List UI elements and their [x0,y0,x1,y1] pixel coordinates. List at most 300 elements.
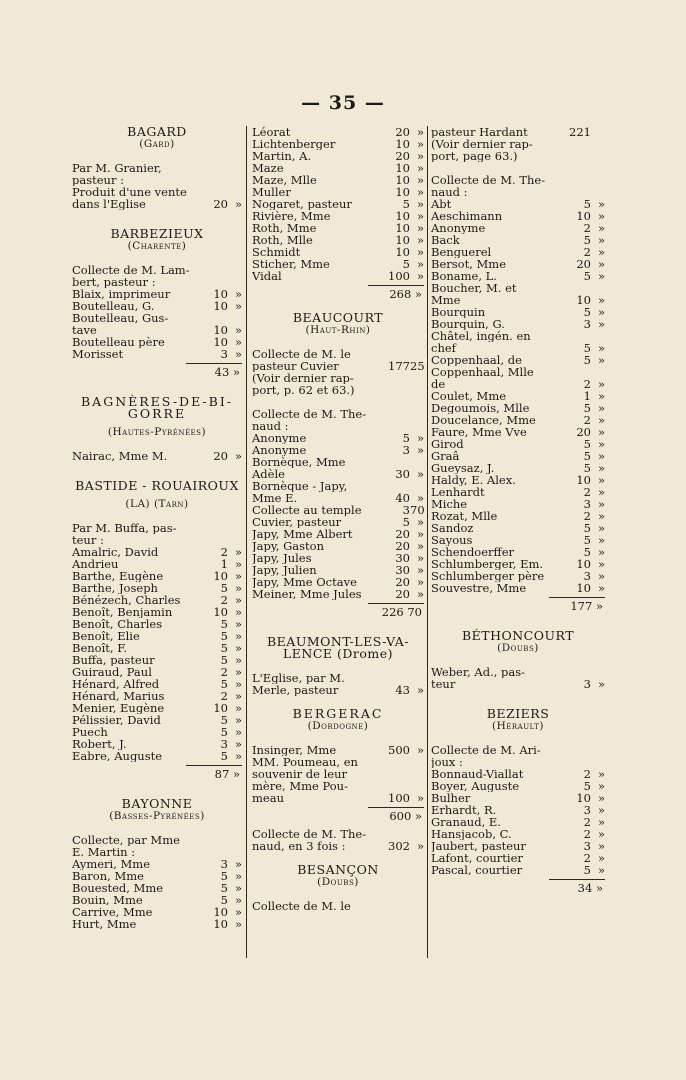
entry-mark: » [597,389,605,403]
ledger-line [252,372,424,384]
ledger-line [431,270,605,282]
ledger-line [72,630,242,642]
entry-name: Hurt, Mme [72,918,137,930]
entry-name: pasteur Cuvier [252,360,339,372]
entry-name: Anonyme [252,432,307,444]
entry-name: Collecte de M. Lam- [72,264,190,276]
entry-mark: » [416,269,424,283]
entry-mark: » [597,791,605,805]
entry-mark: » [416,587,424,601]
entry-mark: » [597,449,605,463]
entry-amount: 20 [395,587,410,601]
entry-name: Benguerel [431,246,492,258]
ledger-line [72,870,242,882]
entry-name: Cuvier, pasteur [252,516,342,528]
ledger-line [72,750,242,762]
entry-mark: » [234,593,242,607]
entry-name: Carrive, Mme [72,906,153,918]
entry-name: Bouested, Mme [72,882,164,894]
entry-amount: 2 [220,593,228,607]
ledger-line [431,330,605,342]
entry-mark: » [416,575,424,589]
entry-name: Sticher, Mme [252,258,330,270]
entry-mark: » [416,257,424,271]
ledger-line [252,246,424,258]
entry-name: Bonnaud-Viallat [431,768,524,780]
entry-mark: » [597,779,605,793]
entry-name: Bornèque, Mme [252,456,346,468]
column-divider [246,126,247,958]
entry-amount: 5 [220,749,228,763]
entry-amount: 2 [220,545,228,559]
entry-amount: 1 [583,389,591,403]
entry-mark: » [234,689,242,703]
entry-name: Andrieu [72,558,119,570]
entry-name: Erhardt, R. [431,804,497,816]
entry-name: joux : [431,756,463,768]
ledger-line [431,534,605,546]
entry-mark: » [597,533,605,547]
entry-name: naud, en 3 fois : [252,840,346,852]
entry-name: Baron, Mme [72,870,144,882]
entry-mark: » [597,677,605,691]
section-title: BEAUCOURT [292,310,384,325]
entry-name: Sandoz [431,522,474,534]
entry-mark: » [234,323,242,337]
entry-name: Bourquin, G. [431,318,505,330]
entry-name: naud : [431,186,468,198]
entry-amount: 20 [395,527,410,541]
entry-amount: 3 [583,803,591,817]
entry-amount: 10 [576,209,591,223]
entry-name: Anonyme [252,444,307,456]
entry-name: Maze [252,162,284,174]
entry-mark: » [416,467,424,481]
entry-mark: » [597,461,605,475]
entry-mark: » [597,497,605,511]
entry-amount: 10 [213,323,228,337]
ledger-line [431,342,605,354]
ledger-line [72,198,242,210]
entry-mark: » [234,905,242,919]
entry-amount: 20 [213,197,228,211]
ledger-line [431,438,605,450]
entry-amount: 20 [395,575,410,589]
entry-name: Vidal [252,270,282,282]
ledger-line [431,378,605,390]
entry-mark: » [416,245,424,259]
entry-mark: » [234,641,242,655]
entry-amount: 20 [576,257,591,271]
ledger-line [72,858,242,870]
ledger-line [252,444,424,456]
entry-name: Boyer, Auguste [431,780,520,792]
entry-name: Abt [431,198,452,210]
entry-name: Rivière, Mme [252,210,331,222]
entry-mark: » [597,425,605,439]
total-rule [368,285,424,286]
column-3 [431,126,605,894]
ledger-line [72,570,242,582]
entry-mark: » [416,551,424,565]
entry-amount: 3 [220,737,228,751]
ledger-line [431,744,605,756]
entry-name: Haldy, E. Alex. [431,474,516,486]
ledger-line [252,360,424,372]
ledger-line [72,714,242,726]
section-title: BAYONNE [121,796,193,811]
section-region: (Doubs) [497,642,539,654]
ledger-line [431,666,605,678]
entry-name: Pélissier, David [72,714,161,726]
entry-amount: 5 [402,431,410,445]
entry-name: Anonyme [431,222,486,234]
ledger-line [431,756,605,768]
entry-mark: » [597,803,605,817]
ledger-line [431,840,605,852]
entry-amount: 10 [576,473,591,487]
entry-amount: 3 [402,443,410,457]
ledger-line [252,504,424,516]
entry-name: teur : [72,534,104,546]
entry-amount: 3 [220,857,228,871]
entry-mark: » [597,317,605,331]
entry-name: Meiner, Mme Jules [252,588,362,600]
entry-amount: 5 [583,341,591,355]
entry-name: pasteur : [72,174,124,186]
ledger-line [72,582,242,594]
entry-name: Rozat, Mlle [431,510,498,522]
entry-name: Doucelance, Mme [431,414,536,426]
entry-mark: » [416,563,424,577]
entry-name: Schlumberger père [431,570,545,582]
entry-name: Coulet, Mme [431,390,507,402]
entry-name: Bourquin [431,306,486,318]
entry-amount: 5 [220,629,228,643]
entry-mark: » [597,221,605,235]
page-number: — 35 — [301,92,385,114]
entry-name: de [431,378,446,390]
entry-list [431,126,605,162]
entry-name: Souvestre, Mme [431,582,527,594]
ledger-line [72,300,242,312]
entry-list [252,900,424,912]
entry-amount: 2 [583,413,591,427]
entry-mark: » [597,293,605,307]
entry-name: Lenhardt [431,486,485,498]
column-1 [72,126,242,930]
entry-amount: 5 [220,893,228,907]
entry-name: Collecte, par Mme [72,834,180,846]
entry-mark: » [234,677,242,691]
entry-mark: » [416,149,424,163]
entry-amount: 10 [213,905,228,919]
entry-name: Puech [72,726,108,738]
entry-mark: » [416,173,424,187]
ledger-line [72,738,242,750]
entry-mark: » [597,767,605,781]
ledger-line [72,264,242,276]
entry-name: Bersot, Mme [431,258,506,270]
entry-amount: 5 [583,449,591,463]
entry-amount: 5 [220,869,228,883]
ledger-line [252,468,424,480]
entry-mark: » [416,839,424,853]
entry-mark: » [234,335,242,349]
ledger-line [431,510,605,522]
entry-amount: 2 [583,485,591,499]
entry-name: Schendoerffer [431,546,514,558]
entry-amount: 100 [388,269,410,283]
entry-mark: » [597,341,605,355]
entry-amount: 5 [583,461,591,475]
section-region: (LA) (Tarn) [125,498,189,510]
entry-name: MM. Poumeau, en [252,756,358,768]
entry-name: Bulher [431,792,471,804]
entry-name: chef [431,342,456,354]
ledger-line [252,792,424,804]
total-rule [549,879,605,880]
entry-mark: » [234,569,242,583]
total-rule [368,603,424,604]
entry-name: Granaud, E. [431,816,501,828]
entry-mark: » [416,443,424,457]
entry-mark: » [597,257,605,271]
entry-name: Collecte de M. The- [431,174,546,186]
ledger-line [72,882,242,894]
entry-name: Graâ [431,450,460,462]
total-rule [186,363,242,364]
entry-name: meau [252,792,284,804]
ledger-line [431,864,605,876]
entry-name: Nairac, Mme M. [72,450,168,462]
entry-name: Boutelleau, G. [72,300,155,312]
entry-name: Degoumois, Mlle [431,402,530,414]
entry-amount: 5 [220,713,228,727]
entry-mark: » [234,557,242,571]
entry-name: souvenir de leur [252,768,347,780]
entry-amount: 100 [388,791,410,805]
entry-amount: 221 [569,125,591,139]
entry-name: port, page 63.) [431,150,518,162]
ledger-line [72,546,242,558]
entry-list [252,348,424,396]
entry-name: Miche [431,498,468,510]
entry-amount: 5 [583,437,591,451]
entry-name: Boutelleau père [72,336,165,348]
ledger-line [431,150,605,162]
entry-amount: 302 [388,839,410,853]
section-region: (Hautes-Pyrénées) [107,426,207,438]
entry-amount: 10 [395,185,410,199]
ledger-line [431,816,605,828]
section-region: (Haut-Rhin) [305,324,371,336]
entry-name: Japy, Jules [252,552,312,564]
entry-mark: » [416,683,424,697]
entry-mark: » [597,851,605,865]
entry-mark: » [234,581,242,595]
entry-mark: » [416,185,424,199]
entry-mark: » [597,305,605,319]
entry-name: Bornèque - Japy, [252,480,348,492]
entry-name: Boutelleau, Gus- [72,312,169,324]
ledger-line [431,558,605,570]
entry-amount: 10 [395,173,410,187]
section-title: BERGERAC [292,706,384,721]
entry-mark: » [234,737,242,751]
ledger-line [72,450,242,462]
entry-name: Coppenhaal, de [431,354,522,366]
entry-amount: 2 [583,221,591,235]
ledger-line [252,840,424,852]
entry-name: Robert, J. [72,738,127,750]
entry-amount: 2 [583,509,591,523]
entry-amount: 5 [220,881,228,895]
entry-amount: 30 [395,563,410,577]
entry-amount: 30 [395,467,410,481]
entry-mark: » [416,515,424,529]
entry-mark: » [234,545,242,559]
ledger-line [431,354,605,366]
entry-amount: 5 [583,779,591,793]
entry-list [252,744,424,804]
section-title: BESANÇON [297,862,379,877]
entry-amount: 3 [402,503,410,517]
entry-amount: 5 [583,305,591,319]
entry-name: Mme E. [252,492,298,504]
entry-mark: » [597,377,605,391]
section-title: BAGNÈRES-DE-BI- [81,394,233,409]
entry-mark: » [416,197,424,211]
entry-amount: 10 [576,293,591,307]
entry-mark: » [597,509,605,523]
entry-list [72,834,242,930]
entry-name: Léorat [252,126,291,138]
entry-list [72,264,242,360]
entry-mark: » [234,347,242,361]
entry-amount: 5 [220,641,228,655]
ledger-line [252,420,424,432]
entry-amount: 5 [583,863,591,877]
entry-name: Merle, pasteur [252,684,339,696]
entry-name: tave [72,324,97,336]
ledger-line [252,900,424,912]
entry-mark: » [597,209,605,223]
entry-mark: » [234,653,242,667]
entry-amount: 5 [583,269,591,283]
entry-name: Lichtenberger [252,138,336,150]
ledger-line [72,522,242,534]
entry-name: Benoît, Charles [72,618,163,630]
entry-mark: » [234,449,242,463]
entry-mark: » [416,743,424,757]
ledger-line [72,678,242,690]
entry-mark: » [416,233,424,247]
entry-mark: » [597,827,605,841]
ledger-line [431,318,605,330]
entry-name: Roth, Mlle [252,234,313,246]
section-region: (Charente) [127,240,187,252]
entry-amount: 2 [220,665,228,679]
entry-name: Girod [431,438,464,450]
entry-amount: 2 [583,245,591,259]
ledger-line [72,642,242,654]
entry-mark: » [416,791,424,805]
column-2 [252,126,424,912]
entry-name: Bénézech, Charles [72,594,181,606]
entry-name: Japy, Gaston [252,540,325,552]
section-title: BASTIDE - ROUAIROUX [75,478,239,493]
entry-name: dans l'Eglise [72,198,146,210]
entry-name: Aeschimann [431,210,503,222]
entry-name: Hénard, Alfred [72,678,160,690]
section-title: BEAUMONT-LES-VA- [267,634,409,649]
section-title: BAGARD [127,124,187,139]
ledger-line [252,186,424,198]
ledger-line [252,756,424,768]
entry-name: Pascal, courtier [431,864,523,876]
entry-amount: 10 [213,605,228,619]
entry-name: Bouin, Mme [72,894,143,906]
ledger-line [252,684,424,696]
ledger-line [72,162,242,174]
entry-list [431,666,605,690]
entry-name: Par M. Buffa, pas- [72,522,177,534]
entry-name: port, p. 62 et 63.) [252,384,355,396]
entry-name: Collecte de M. le [252,348,351,360]
entry-list [252,408,424,600]
entry-list [431,174,605,594]
ledger-line [252,384,424,396]
entry-name: Morisset [72,348,124,360]
total-rule [186,765,242,766]
entry-name: Muller [252,186,291,198]
entry-mark: » [597,581,605,595]
entry-name: Buffa, pasteur [72,654,155,666]
entry-amount: 5 [220,617,228,631]
section-title: GORRE [127,406,187,421]
entry-name: Menier, Eugène [72,702,165,714]
entry-mark: » [234,287,242,301]
entry-mark: » [597,401,605,415]
total-rule [368,807,424,808]
entry-mark: » [234,701,242,715]
entry-name: Collecte de M. Ari- [431,744,541,756]
entry-mark: » [597,557,605,571]
entry-mark: » [234,629,242,643]
entry-mark: » [416,137,424,151]
ledger-line [72,666,242,678]
entry-amount: 10 [395,233,410,247]
entry-amount: 20 [395,125,410,139]
entry-mark: » [597,197,605,211]
ledger-line [431,126,605,138]
entry-list [252,126,424,282]
entry-mark: » [597,269,605,283]
entry-name: Collecte de M. The- [252,408,367,420]
ledger-line [72,336,242,348]
entry-amount: 10 [213,701,228,715]
entry-name: Guiraud, Paul [72,666,152,678]
entry-amount: 10 [395,137,410,151]
entry-mark: » [597,353,605,367]
entry-name: Benoît, F. [72,642,128,654]
entry-name: Martin, A. [252,150,312,162]
entry-amount: 5 [402,197,410,211]
entry-name: Nogaret, pasteur [252,198,352,210]
ledger-line [252,270,424,282]
section-region: (Hérault) [492,720,544,732]
